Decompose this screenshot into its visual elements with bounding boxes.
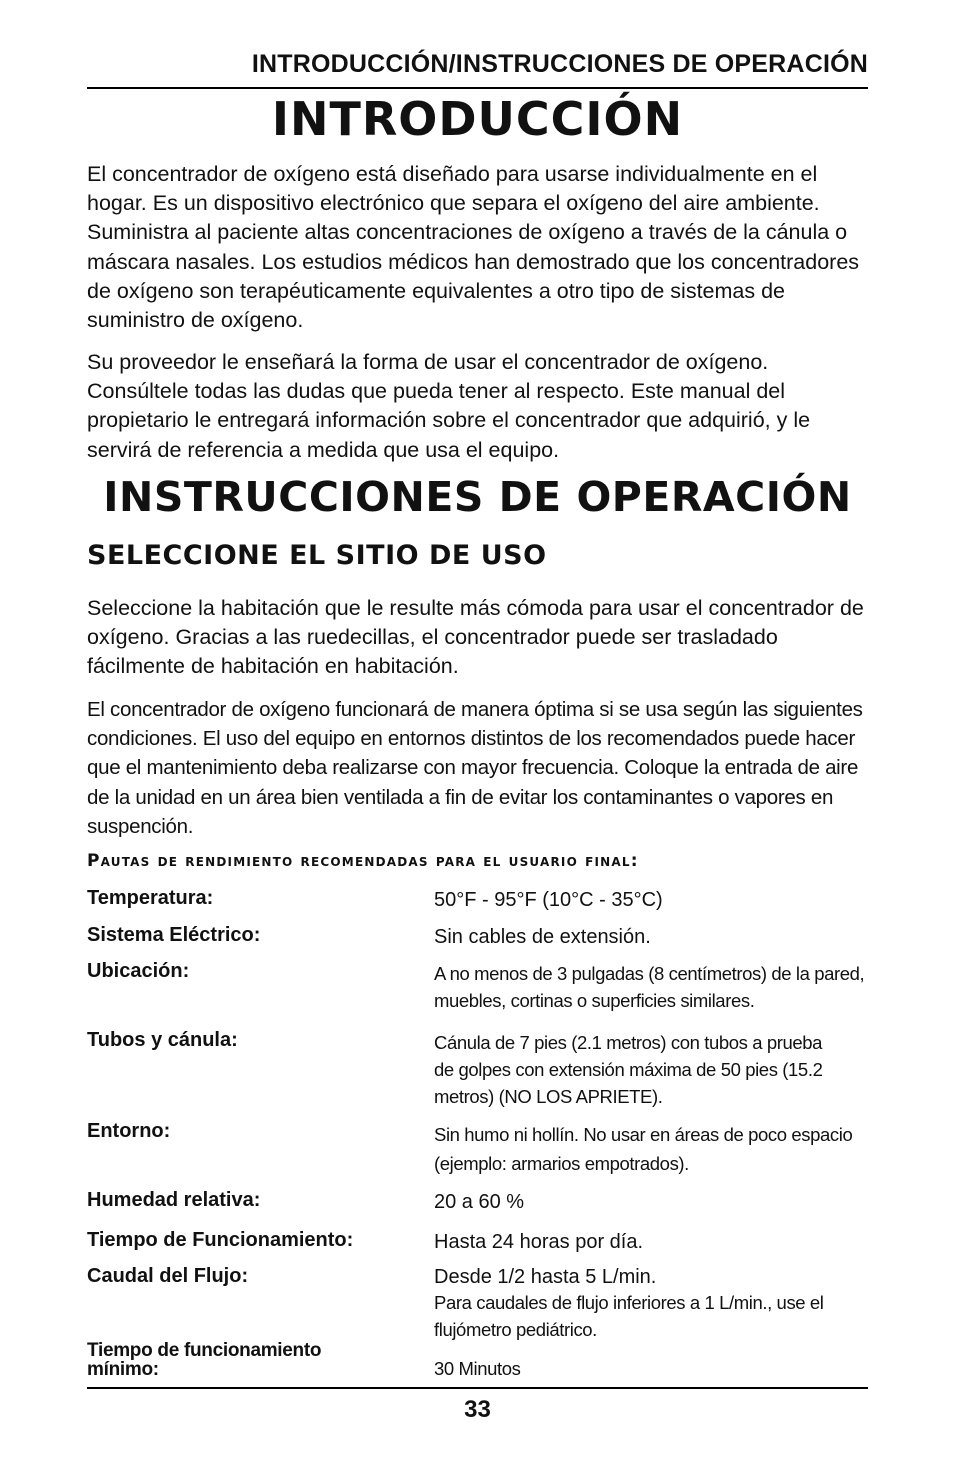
row-value: Sin humo ni hollín. No usar en áreas de poco espacio (ejemplo: armarios empotrados). xyxy=(434,1124,853,1174)
intro-paragraph-2: Su proveedor le enseñará la forma de usar el concentrador de oxígeno. Consúltele todas las dudas que pueda tener al respecto. Este manual del propietario le entregará información sobre el concentrador que adquirió, y le servirá de referencia a medida que usa el equipo. xyxy=(87,350,811,462)
row-value: 20 a 60 % xyxy=(434,1191,525,1213)
row-label: Entorno: xyxy=(87,1120,171,1142)
row-value: 50°F - 95°F (10°C - 35°C) xyxy=(434,889,663,911)
page-number: 33 xyxy=(464,1396,491,1423)
running-header: INTRODUCCIÓN/INSTRUCCIONES DE OPERACIÓN xyxy=(251,50,868,78)
row-label: Tubos y cánula: xyxy=(87,1029,238,1051)
operation-paragraph-2: El concentrador de oxígeno funcionará de manera óptima si se usa según las siguientes condiciones. El uso del equipo en entornos distintos de los recomendados puede hacer que el mantenimiento deba realizarse con mayor frecuencia. Coloque la entrada de aire de la unidad en un área bien ventilada a fin de evitar los contaminantes o vapores en suspención. xyxy=(87,698,863,838)
row-value: 30 Minutos xyxy=(434,1358,521,1379)
row-label: Temperatura: xyxy=(87,887,214,909)
row-value: Hasta 24 horas por día. xyxy=(434,1231,644,1253)
operation-heading: INSTRUCCIONES DE OPERACIÓN xyxy=(103,473,852,521)
row-value: Sin cables de extensión. xyxy=(434,926,651,948)
row-label: Humedad relativa: xyxy=(87,1189,261,1211)
guidelines-table-title: Pautas de rendimiento recomendadas para el usuario final: xyxy=(87,851,639,871)
row-value: Cánula de 7 pies (2.1 metros) con tubos a prueba de golpes con extensión máxima de 50 pies (15.2 metros) (NO LOS APRIETE). xyxy=(434,1032,823,1107)
row-label: Ubicación: xyxy=(87,960,190,982)
footer-rule xyxy=(87,1387,868,1389)
manual-page xyxy=(87,0,868,1475)
header-rule xyxy=(87,87,868,89)
row-label: Sistema Eléctrico: xyxy=(87,924,261,946)
row-value: A no menos de 3 pulgadas (8 centímetros) de la pared, muebles, cortinas o superficies similares. xyxy=(434,963,865,1011)
intro-paragraph-1: El concentrador de oxígeno está diseñado para usarse individualmente en el hogar. Es un dispositivo electrónico que separa el oxígeno del aire ambiente. Suministra al paciente altas concentraciones de oxígeno a través de la cánula o máscara nasales. Los estudios médicos han demostrado que los concentradores de oxígeno son terapéuticamente equivalentes a otro tipo de sistemas de suministro de oxígeno. xyxy=(87,162,860,333)
row-value: Desde 1/2 hasta 5 L/min. xyxy=(434,1266,657,1288)
row-note: Para caudales de flujo inferiores a 1 L/min., use el flujómetro pediátrico. xyxy=(434,1292,824,1340)
intro-heading: INTRODUCCIÓN xyxy=(271,92,684,146)
operation-paragraph-1: Seleccione la habitación que le resulte más cómoda para usar el concentrador de oxígeno. Gracias a las ruedecillas, el concentrador puede ser trasladado fácilmente de habitación en habitación. xyxy=(87,596,864,679)
row-label: Caudal del Flujo: xyxy=(87,1265,249,1287)
row-label: Tiempo de funcionamiento mínimo: xyxy=(87,1340,322,1380)
row-label: Tiempo de Funcionamiento: xyxy=(87,1229,354,1251)
section-heading: SELECCIONE EL SITIO DE USO xyxy=(87,540,547,571)
